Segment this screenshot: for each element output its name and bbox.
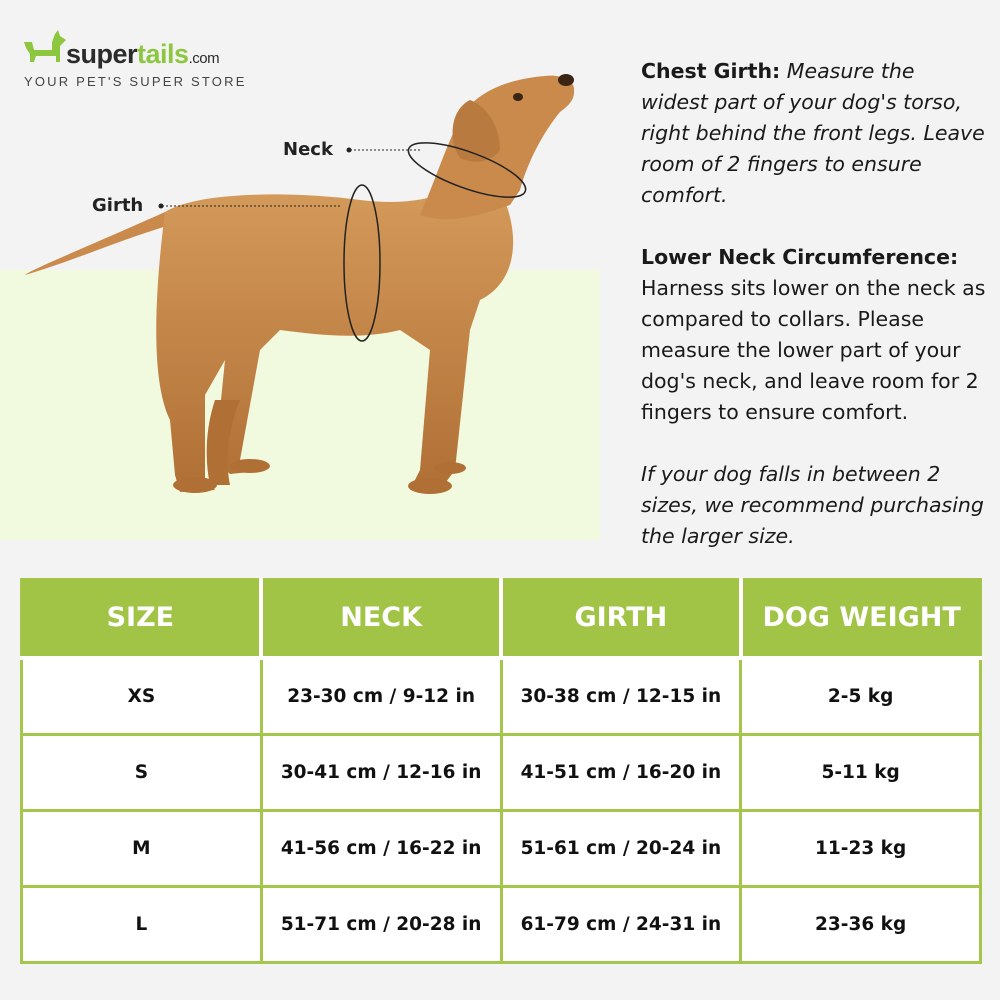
cell-size: M [22, 811, 262, 887]
chest-girth-text: Measure the widest part of your dog's torso, right behind the front legs. Leave room of 2 fingers to ensure comfort. [641, 59, 985, 207]
neck-instruction-title: Lower Neck Circumference: [641, 245, 959, 269]
table-header-row [22, 578, 981, 658]
cell-girth: 61-79 cm / 24-31 in [501, 887, 741, 963]
cell-size: L [22, 887, 262, 963]
dog-illustration [0, 60, 620, 510]
sizing-note-text: If your dog falls in between 2 sizes, we recommend purchasing the larger size. [641, 462, 984, 548]
cell-weight: 2-5 kg [741, 658, 981, 735]
cell-neck: 23-30 cm / 9-12 in [261, 658, 501, 735]
table-row [22, 658, 981, 735]
logo-text-tails: tails [137, 39, 189, 69]
cell-neck: 51-71 cm / 20-28 in [261, 887, 501, 963]
cell-girth: 51-61 cm / 20-24 in [501, 811, 741, 887]
neck-label: Neck [283, 139, 333, 160]
neck-instruction-text: Harness sits lower on the neck as compared to collars. Please measure the lower part of your dog's neck, and leave room for 2 fingers to ensure comfort. [641, 276, 986, 424]
cell-neck: 30-41 cm / 12-16 in [261, 735, 501, 811]
header-girth: GIRTH [501, 578, 741, 658]
cell-girth: 41-51 cm / 16-20 in [501, 735, 741, 811]
cell-weight: 5-11 kg [741, 735, 981, 811]
size-chart-table [20, 578, 982, 964]
table-row [22, 811, 981, 887]
header-size: SIZE [22, 578, 262, 658]
cell-weight: 11-23 kg [741, 811, 981, 887]
chest-girth-title: Chest Girth: [641, 59, 781, 83]
cell-size: S [22, 735, 262, 811]
cell-weight: 23-36 kg [741, 887, 981, 963]
header-neck: NECK [261, 578, 501, 658]
neck-instruction [641, 242, 986, 428]
table-row [22, 887, 981, 963]
cell-girth: 30-38 cm / 12-15 in [501, 658, 741, 735]
table-row [22, 735, 981, 811]
logo-tagline: YOUR PET'S SUPER STORE [24, 74, 247, 89]
chest-girth-instruction [641, 56, 986, 211]
header-dog-weight: DOG WEIGHT [741, 578, 981, 658]
cell-size: XS [22, 658, 262, 735]
logo-text-super: super [66, 39, 138, 69]
cell-neck: 41-56 cm / 16-22 in [261, 811, 501, 887]
sizing-note [641, 459, 986, 552]
measuring-instructions [641, 56, 986, 583]
girth-label: Girth [92, 195, 144, 216]
logo-text-com: .com [188, 50, 220, 67]
